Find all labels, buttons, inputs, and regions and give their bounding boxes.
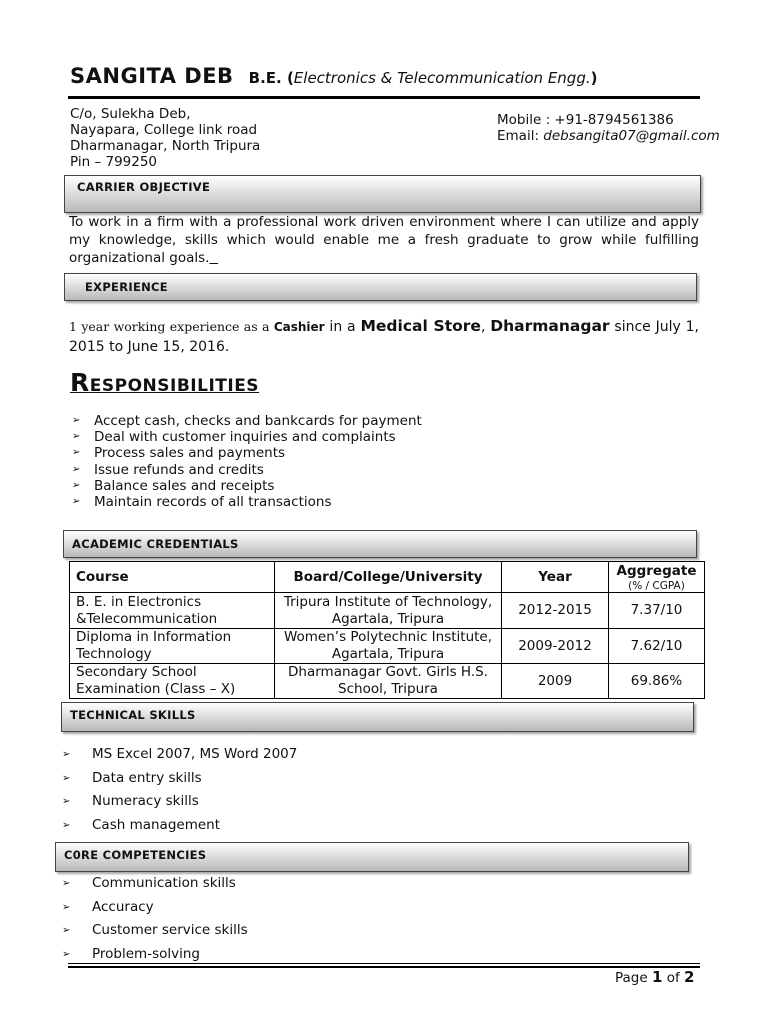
academic-table [69, 561, 705, 699]
address-block [70, 106, 260, 170]
experience-join: in a [324, 319, 361, 335]
experience-store: Medical Store [360, 317, 481, 335]
experience-intro: 1 year working experience as a [69, 319, 274, 334]
address-line: C/o, Sulekha Deb, [70, 106, 191, 122]
cell-aggregate: 69.86% [609, 664, 705, 699]
cell-board: Women’s Polytechnic Institute, Agartala, Tripura [275, 629, 502, 664]
bullet-arrow-icon: ➢ [62, 901, 71, 913]
list-item [60, 767, 297, 791]
section-bar-technical [61, 702, 694, 732]
degree-full: Electronics & Telecommunication Engg. [293, 69, 591, 87]
resume-header [70, 64, 597, 88]
list-item-text: Communication skills [92, 875, 236, 891]
email-label: Email: [497, 128, 544, 144]
bullet-arrow-icon: ➢ [72, 463, 81, 475]
responsibilities-heading [70, 368, 259, 397]
page-current: 1 [651, 968, 663, 986]
list-item-text: Accuracy [92, 898, 154, 915]
core-competencies-list [60, 872, 248, 966]
col-board: Board/College/University [275, 562, 502, 593]
section-bar-core [55, 842, 689, 872]
header-rule [68, 96, 700, 99]
table-row [70, 629, 705, 664]
cell-year: 2012-2015 [502, 593, 609, 629]
list-item [70, 478, 422, 494]
aggregate-label: Aggregate [616, 562, 697, 579]
col-year: Year [502, 562, 609, 593]
table-row [70, 664, 705, 699]
bullet-arrow-icon: ➢ [72, 415, 81, 426]
heading-rest: ESPONSIBILITIES [89, 376, 260, 396]
address-line: Dharmanagar, North Tripura [70, 138, 261, 154]
list-item-text: Numeracy skills [92, 793, 199, 809]
cell-year: 2009 [502, 664, 609, 699]
cell-aggregate: 7.62/10 [609, 629, 705, 664]
table-row [70, 593, 705, 629]
bullet-arrow-icon: ➢ [72, 431, 81, 443]
bullet-arrow-icon: ➢ [62, 948, 71, 960]
technical-skills-list [60, 743, 297, 837]
degree-short: B.E. ( [248, 69, 294, 87]
list-item-text: Issue refunds and credits [94, 461, 264, 478]
page-of: of [662, 970, 685, 986]
section-bar-academic [63, 530, 697, 558]
page-total: 2 [684, 968, 695, 986]
footer-rule [68, 963, 700, 964]
degree-close: ) [590, 69, 598, 87]
experience-city: Dharmanagar [490, 317, 610, 335]
section-title: TECHNICAL SKILLS [70, 708, 196, 722]
list-item [60, 896, 248, 920]
cell-board: Tripura Institute of Technology, Agartala, Tripura [275, 593, 502, 629]
email-address[interactable]: debsangita07@gmail.com [543, 128, 720, 144]
bullet-arrow-icon: ➢ [62, 819, 71, 831]
page-number [615, 968, 694, 986]
bullet-arrow-icon: ➢ [72, 447, 81, 459]
list-item-text: MS Excel 2007, MS Word 2007 [92, 746, 298, 762]
col-aggregate [609, 562, 705, 593]
list-item [60, 872, 248, 896]
experience-text [69, 316, 699, 357]
col-course: Course [70, 562, 275, 593]
table-header-row [70, 562, 705, 593]
page-label: Page [615, 970, 652, 986]
section-bar-objective [64, 175, 701, 213]
address-line: Pin – 799250 [70, 154, 158, 170]
cell-course: Secondary School Examination (Class – X) [70, 664, 275, 699]
list-item-text: Process sales and payments [94, 445, 286, 462]
list-item-text: Deal with customer inquiries and complaints [94, 429, 396, 446]
list-item-text: Cash management [92, 816, 221, 833]
list-item [70, 413, 422, 429]
experience-role: Cashier [273, 320, 325, 334]
list-item-text: Balance sales and receipts [94, 477, 275, 494]
bullet-arrow-icon: ➢ [62, 772, 71, 784]
list-item [60, 790, 297, 814]
list-item-text: Customer service skills [92, 922, 248, 938]
address-line: Nayapara, College link road [70, 122, 258, 138]
list-item-text: Maintain records of all transactions [94, 494, 332, 511]
footer-rule [68, 966, 700, 968]
list-item-text: Data entry skills [92, 769, 202, 786]
cell-course: B. E. in Electronics &Telecommunication [70, 593, 275, 629]
list-item [70, 445, 422, 461]
bullet-arrow-icon: ➢ [62, 796, 71, 807]
list-item [60, 814, 297, 838]
bullet-arrow-icon: ➢ [72, 496, 81, 508]
cell-year: 2009-2012 [502, 629, 609, 664]
list-item-text: Problem-solving [92, 945, 200, 962]
cell-aggregate: 7.37/10 [609, 593, 705, 629]
cell-course: Diploma in Information Technology [70, 629, 275, 664]
list-item-text: Accept cash, checks and bankcards for payment [94, 413, 422, 429]
list-item [70, 462, 422, 478]
list-item [70, 494, 422, 510]
section-title: EXPERIENCE [85, 280, 168, 294]
section-bar-experience [64, 273, 697, 301]
bullet-arrow-icon: ➢ [62, 878, 71, 889]
section-title: CARRIER OBJECTIVE [77, 180, 211, 194]
section-title: C0RE COMPETENCIES [64, 848, 207, 862]
section-title: ACADEMIC CREDENTIALS [72, 537, 239, 551]
cell-board: Dharmanagar Govt. Girls H.S. School, Tripura [275, 664, 502, 699]
email-line [497, 128, 720, 144]
candidate-name: SANGITA DEB [70, 64, 234, 88]
experience-dates: since July 1, 2015 to June 15, 2016. [69, 319, 699, 355]
bullet-arrow-icon: ➢ [62, 749, 71, 760]
list-item [60, 919, 248, 943]
objective-paragraph: To work in a firm with a professional work driven environment where I can utilize and apply my knowledge, skills which would enable me a fresh graduate to grow while fulfilling organizational goals. [69, 214, 699, 266]
objective-text [69, 213, 699, 269]
list-item [70, 429, 422, 445]
aggregate-sub: (% / CGPA) [628, 579, 685, 592]
contact-block [497, 112, 720, 144]
experience-comma: , [480, 319, 491, 335]
degree [249, 69, 598, 87]
heading-cap: R [70, 368, 90, 397]
mobile: Mobile : +91-8794561386 [497, 112, 674, 128]
list-item [60, 743, 297, 767]
responsibilities-list [70, 413, 422, 510]
bullet-arrow-icon: ➢ [62, 925, 71, 936]
bullet-arrow-icon: ➢ [72, 479, 81, 491]
